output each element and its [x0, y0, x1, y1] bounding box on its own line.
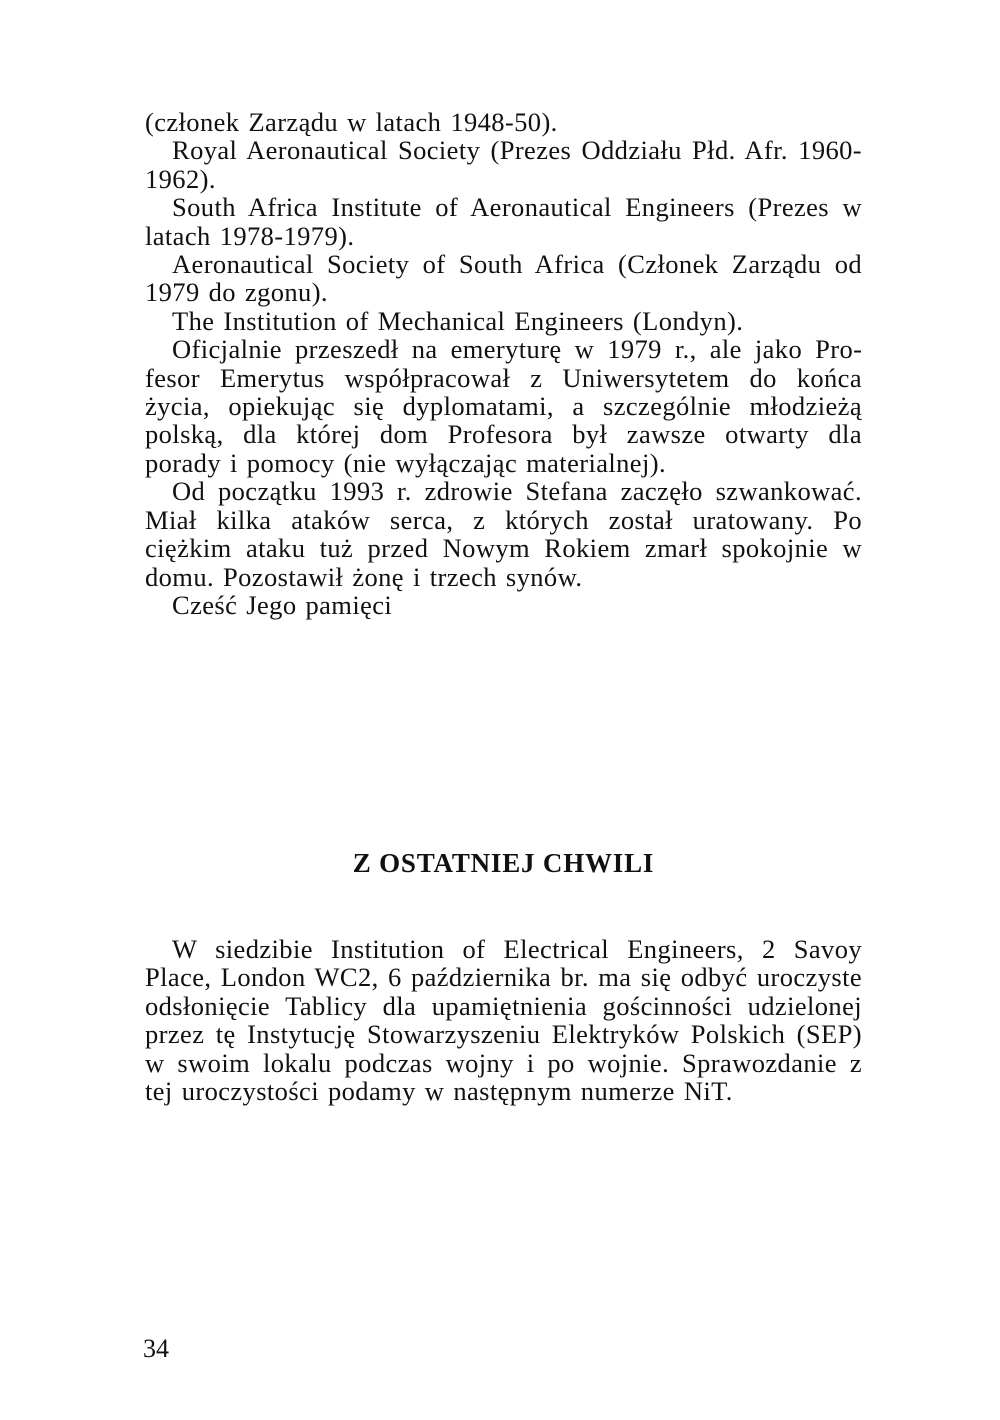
section-heading: Z OSTATNIEJ CHWILI: [352, 848, 655, 878]
paragraph-retirement: Oficjalnie przeszedł na emeryturę w 1979 r., ale jako Profesor Emerytus współpracował z Uniwersytetem do końca życia, opiekując się dyplomatami, a szczególnie młodzieżą polską, dla której dom Profesora był zawsze otwarty dla porady i pomocy (nie wyłączając materialnej).: [145, 334, 862, 478]
last-minute-news: [145, 935, 862, 1105]
paragraph-sa-institute: South Africa Institute of Aeronautical Engineers (Prezes w latach 1978-1979).: [145, 192, 862, 251]
biography-continuation: [145, 108, 862, 619]
paragraph-mechanical-engineers: The Institution of Mechanical Engineers (Londyn).: [172, 305, 744, 336]
paragraph-plaque-unveiling: W siedzibie Institution of Electrical Engineers, 2 Savoy Place, London WC2, 6 października br. ma się odbyć uroczyste odsłonięcie Tablicy dla upamiętnienia gościnności udzielonej przez tę Instytucję Stowarzyszeniu Elektryków Polskich (SEP) w swoim lokalu podczas wojny i po wojnie. Sprawozdanie z tej uroczystości podamy w następnym numerze NiT.: [145, 934, 862, 1107]
paragraph-board-member: (członek Zarządu w latach 1948-50).: [145, 107, 558, 137]
paragraph-health: Od początku 1993 r. zdrowie Stefana zaczęło szwankować. Miał kilka ataków serca, z których został uratowany. Po ciężkim ataku tuż przed Nowym Rokiem zmarł spokojnie w domu. Pozostawił żonę i trzech synów.: [145, 476, 862, 592]
paragraph-memorial: Cześć Jego pamięci: [172, 589, 393, 620]
paragraph-aeronautical-society-sa: Aeronautical Society of South Africa (Członek Zarządu od 1979 do zgonu).: [145, 249, 862, 308]
paragraph-royal-aeronautical-society: Royal Aeronautical Society (Prezes Oddziału Płd. Afr. 1960-1962).: [145, 135, 862, 194]
page-number: 34: [143, 1334, 169, 1363]
